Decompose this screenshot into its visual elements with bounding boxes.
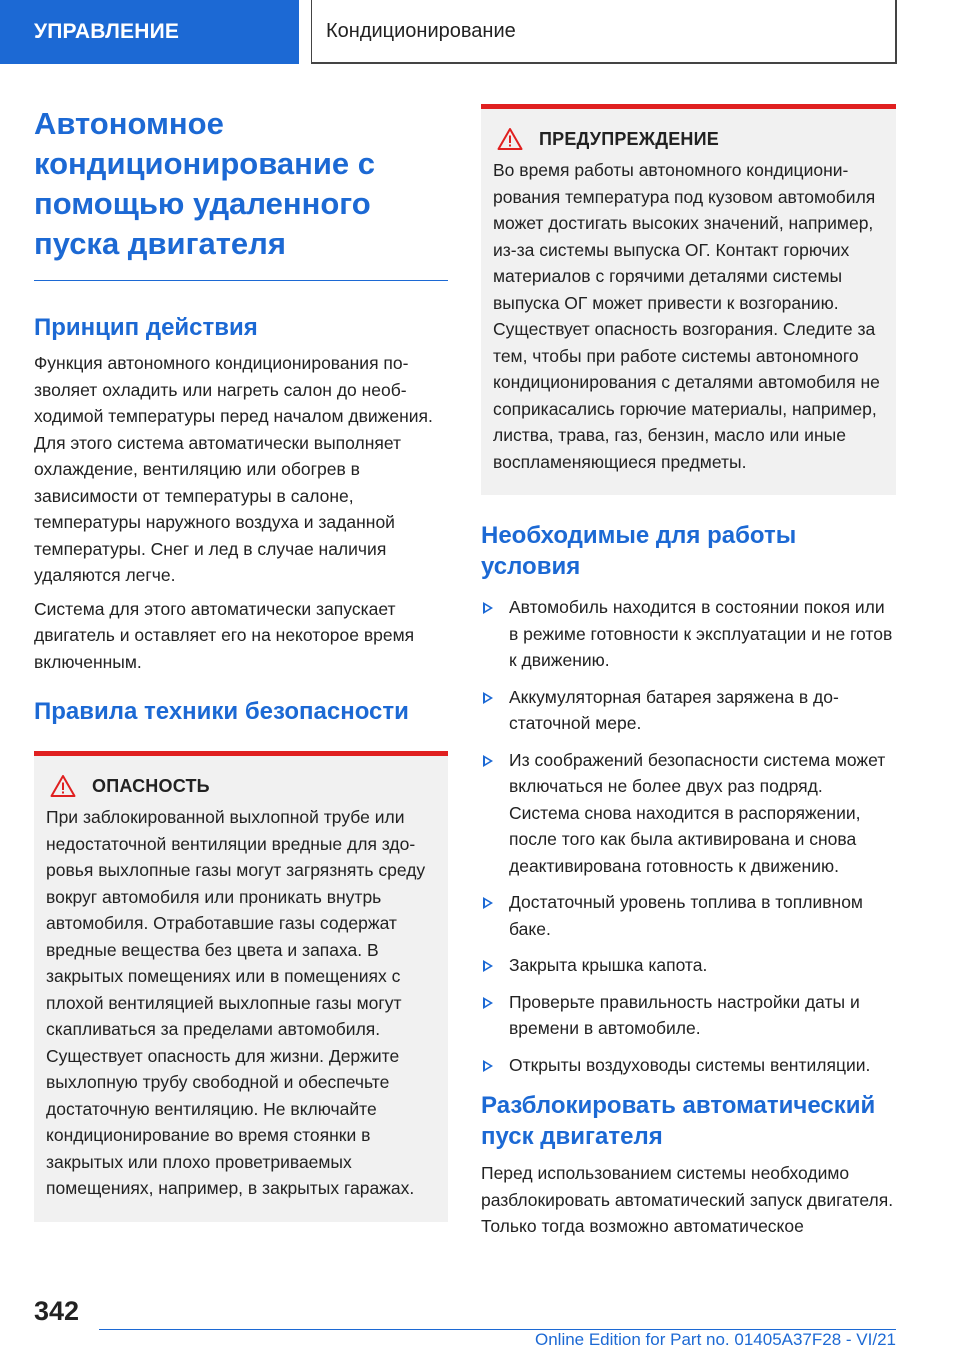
warning-triangle-icon: [497, 127, 523, 151]
principle-paragraph: Функция автономного кондиционирования позволяет охладить или нагреть салон до необходимой температуры перед началом движения. Для этого система автоматически выполняет охлаждение, вентиляцию или обогрев в зависимости от температуры в салоне, температуры наружного воздуха и заданной температуры. Снег и лед в случае наличия удаляются легче.: [34, 353, 433, 585]
safety-heading: Правила техники безопасности: [34, 698, 409, 725]
triangle-bullet-icon: [483, 755, 493, 767]
danger-title: ОПАСНОСТЬ: [92, 775, 210, 796]
right-column: [481, 104, 896, 1240]
list-item: Автомобиль находится в состоянии покоя или в режиме готовности к эксплуатации и не готов к движению.: [481, 594, 896, 674]
danger-box: [34, 751, 448, 1222]
section-title: Кондиционирование: [311, 0, 897, 64]
triangle-bullet-icon: [483, 997, 493, 1009]
list-item: Достаточный уровень топлива в топливном баке.: [481, 889, 896, 942]
chapter-tab: УПРАВЛЕНИЕ: [0, 0, 299, 64]
triangle-bullet-icon: [483, 960, 493, 972]
page-title: Автономное кондиционирование с помощью удаленного пуска двигателя: [34, 104, 448, 281]
conditions-list: [481, 594, 896, 1078]
danger-box-header: [46, 774, 438, 798]
list-item: Открыты воздуховоды системы вентиляции.: [481, 1052, 896, 1079]
warning-text: Во время работы автономного кондиционирования температура под кузовом автомобиля может достигать высоких значений, например, из-за системы выпуска ОГ. Контакт горючих материалов с горячими деталями системы выпуска ОГ может привести к возгоранию. Существует опасность возгорания. Следите за тем, чтобы при работе системы автономного кондиционирования с деталями автомобиля не соприкасались горючие материалы, например, листва, трава, газ, бензин, масло или иные воспламеняющиеся предметы.: [493, 160, 880, 472]
triangle-bullet-icon: [483, 897, 493, 909]
warning-triangle-icon: [50, 774, 76, 798]
list-item: Из соображений безопасности система может включаться не более двух раз подряд. Система снова находится в распоряжении, после того как была активирована и снова деактивирована готовность к движению.: [481, 747, 896, 880]
list-item: Аккумуляторная батарея заряжена в достаточной мере.: [481, 684, 896, 737]
list-item: Проверьте правильность настройки даты и времени в автомобиле.: [481, 989, 896, 1042]
warning-box: [481, 104, 896, 495]
triangle-bullet-icon: [483, 692, 493, 704]
unlock-heading: Разблокировать автоматический пуск двигателя: [481, 1092, 876, 1150]
principle-paragraph: Система для этого автоматически запускает двигатель и оставляет его на некоторое время включенным.: [34, 598, 415, 672]
principle-heading: Принцип действия: [34, 314, 258, 341]
danger-text: При заблокированной выхлопной трубе или недостаточной вентиляции вредные для здоровья выхлопные газы могут загрязнять среду вокруг автомобиля или проникать внутрь автомобиля. Отработавшие газы содержат вредные вещества без цвета и запаха. В закрытых помещениях или в помещениях с плохой вентиляцией выхлопные газы могут скапливаться за пределами автомобиля. Существует опасность для жизни. Держите выхлопную трубу свободной и обеспечьте достаточную вентиляцию. Не включайте кондиционирование во время стоянки в закрытых или плохо проветриваемых помещениях, например, в закрытых гаражах.: [46, 807, 426, 1198]
warning-title: ПРЕДУПРЕЖДЕНИЕ: [539, 128, 719, 149]
conditions-heading: Необходимые для работы условия: [481, 522, 797, 580]
page-number: 342: [34, 1296, 80, 1326]
list-item: Закрыта крышка капота.: [481, 952, 896, 979]
warning-box-header: [493, 127, 886, 151]
triangle-bullet-icon: [483, 1060, 493, 1072]
edition-footer: Online Edition for Part no. 01405A37F28 - VI/21: [534, 1330, 896, 1349]
triangle-bullet-icon: [483, 602, 493, 614]
unlock-text: Перед использованием системы необходимо разблокировать автоматический запуск двигателя. Только тогда возможно автоматическое: [481, 1163, 894, 1236]
left-column: [34, 104, 448, 1222]
